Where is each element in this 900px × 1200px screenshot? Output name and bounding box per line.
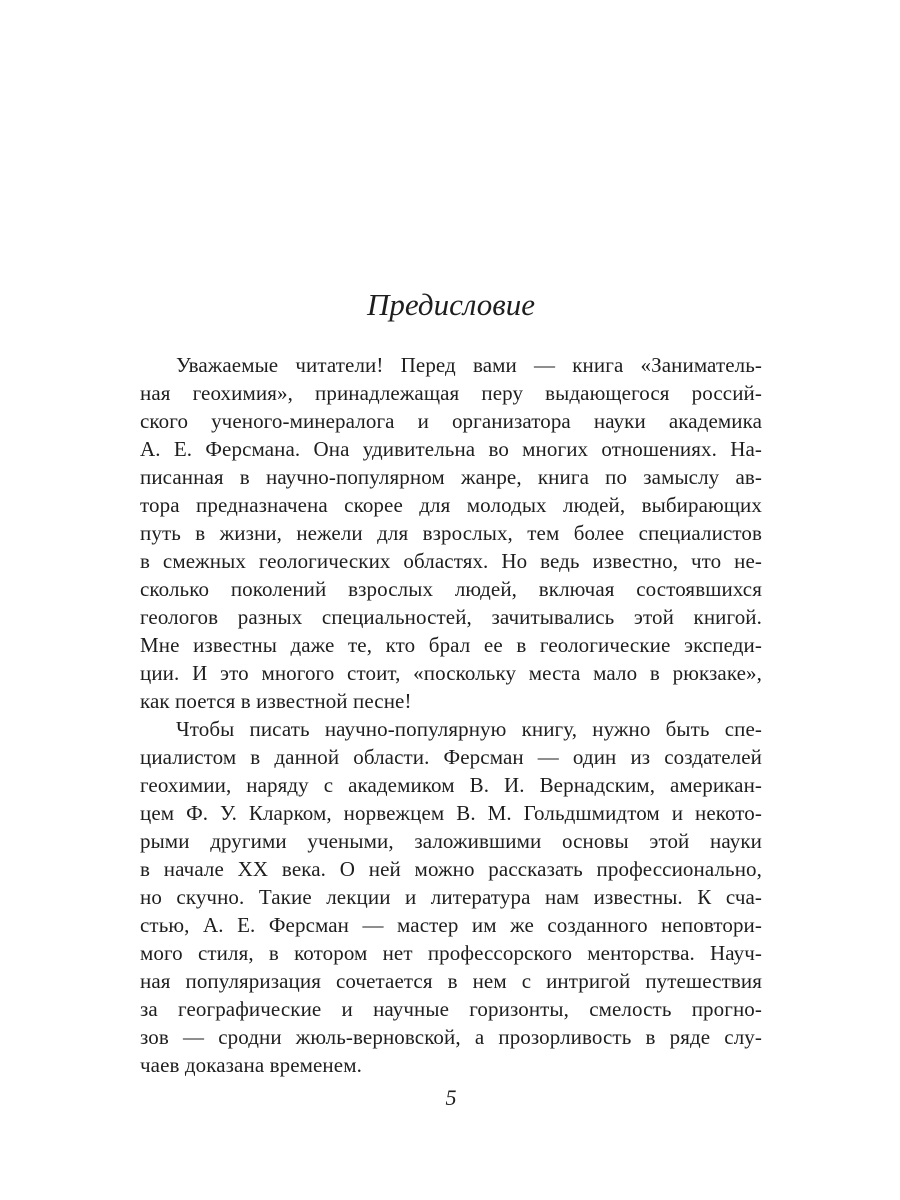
text-line-p1-4: А. Е. Ферсмана. Она удивительна во многих отношениях. На- [140,437,762,461]
text-line-p1-6: тора предназначена скорее для молодых людей, выбирающих [140,493,762,517]
page-number: 5 [445,1085,457,1110]
text-line-p1-3: ского ученого-минералога и организатора науки академика [140,409,762,433]
text-line-p2-6: в начале XX века. О ней можно рассказать профессионально, [140,857,762,881]
text-line-p2-9: мого стиля, в котором нет профессорского менторства. Науч- [140,941,762,965]
text-line-p1-8: в смежных геологических областях. Но ведь известно, что не- [140,549,762,573]
text-line-p1-13: как поется в известной песне! [140,689,412,713]
text-line-p2-2: циалистом в данной области. Ферсман — один из создателей [140,745,762,769]
text-line-p1-2: ная геохимия», принадлежащая перу выдающегося россий- [140,381,762,405]
text-line-p2-5: рыми другими учеными, заложившими основы этой науки [140,829,762,853]
text-line-p2-10: ная популяризация сочетается в нем с интригой путешествия [140,969,762,993]
text-line-p2-7: но скучно. Такие лекции и литература нам известны. К сча- [140,885,762,909]
text-line-p2-4: цем Ф. У. Кларком, норвежцем В. М. Гольдшмидтом и некото- [140,801,762,825]
text-line-p2-3: геохимии, наряду с академиком В. И. Вернадским, американ- [140,773,762,797]
text-line-p1-7: путь в жизни, нежели для взрослых, тем более специалистов [140,521,762,545]
text-line-p2-13: чаев доказана временем. [140,1053,362,1077]
text-line-p1-10: геологов разных специальностей, зачитывались этой книгой. [140,605,762,629]
text-line-p1-11: Мне известны даже те, кто брал ее в геологические экспеди- [140,633,762,657]
text-line-p1-5: писанная в научно-популярном жанре, книга по замыслу ав- [140,465,762,489]
text-line-p2-12: зов — сродни жюль-верновской, а прозорливость в ряде слу- [140,1025,762,1049]
body-text [140,351,762,1079]
text-line-p1-9: сколько поколений взрослых людей, включая состоявшихся [140,577,762,601]
text-line-p2-1: Чтобы писать научно-популярную книгу, нужно быть спе- [176,717,762,741]
text-line-p1-1: Уважаемые читатели! Перед вами — книга «Заниматель- [176,353,762,377]
text-line-p2-11: за географические и научные горизонты, смелость прогно- [140,997,762,1021]
text-line-p1-12: ции. И это многого стоит, «поскольку места мало в рюкзаке», [140,661,762,685]
page-title: Предисловие [367,287,535,322]
text-line-p2-8: стью, А. Е. Ферсман — мастер им же созданного неповтори- [140,913,762,937]
